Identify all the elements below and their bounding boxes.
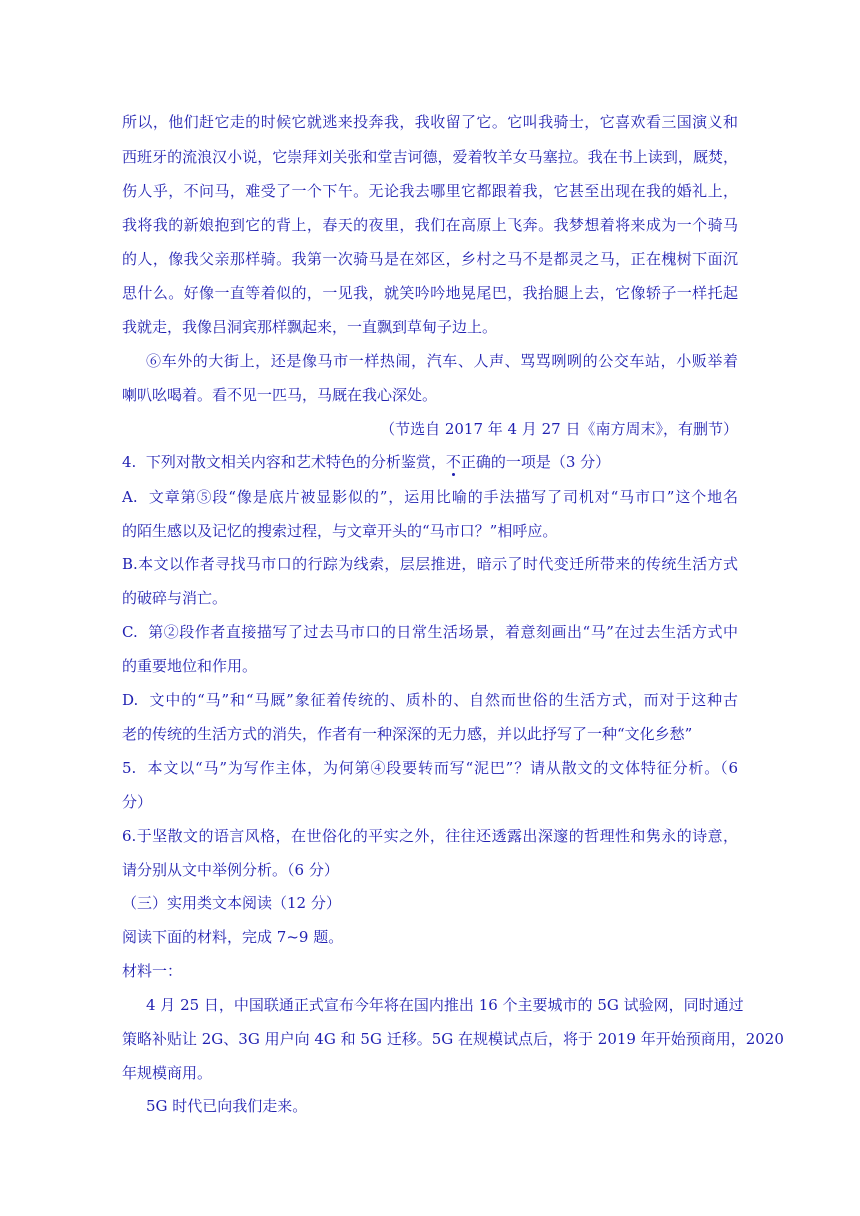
material-label: 材料一： <box>122 962 183 980</box>
option-line: C. 第②段作者直接描写了过去马市口的日常生活场景，着意刻画出“马”在过去生活方式中 <box>122 623 738 641</box>
section-instruction: 阅读下面的材料，完成 7~9 题。 <box>122 928 344 946</box>
passage-line: 思什么。好像一直等着似的，一见我，就笑吟吟地晃尾巴，我抬腿上去，它像轿子一样托起 <box>122 284 738 302</box>
option-line: 的陌生感以及记忆的搜索过程，与文章开头的“马市口？”相呼应。 <box>122 522 558 540</box>
paragraph-line: 喇叭吆喝着。看不见一匹马，马厩在我心深处。 <box>122 386 438 404</box>
passage-line: 的人，像我父亲那样骑。我第一次骑马是在郊区，乡村之马不是都灵之马，正在槐树下面沉 <box>122 250 738 268</box>
option-line: 的破碎与消亡。 <box>122 589 228 607</box>
passage-line: 所以，他们赶它走的时候它就逃来投奔我，我收留了它。它叫我骑士，它喜欢看三国演义和 <box>122 113 738 131</box>
option-line: B.本文以作者寻找马市口的行踪为线索，层层推进，暗示了时代变迁所带来的传统生活方式 <box>122 555 738 573</box>
passage-line: 我将我的新娘抱到它的背上，春天的夜里，我们在高原上飞奔。我梦想着将来成为一个骑马 <box>122 216 738 234</box>
source-note: （节选自 2017 年 4 月 27 日《南方周末》，有删节） <box>380 420 738 438</box>
question-line: 请分别从文中举例分析。（6 分） <box>122 861 339 879</box>
material-line: 4 月 25 日，中国联通正式宣布今年将在国内推出 16 个主要城市的 5G 试验网，同时通过 <box>146 996 744 1014</box>
passage-line: 我就走，我像吕洞宾那样飘起来，一直飘到草甸子边上。 <box>122 318 498 336</box>
paragraph-line: ⑥车外的大街上，还是像马市一样热闹，汽车、人声、骂骂咧咧的公交车站，小贩举着 <box>146 352 738 370</box>
material-line: 年规模商用。 <box>122 1064 213 1082</box>
question-line: 6.于坚散文的语言风格，在世俗化的平实之外，往往还透露出深邃的哲理性和隽永的诗意， <box>122 827 738 845</box>
option-line: D. 文中的“马”和“马厩”象征着传统的、质朴的、自然而世俗的生活方式，而对于这种古 <box>122 691 738 709</box>
passage-line: 伤人乎，不问马，难受了一个下午。无论我去哪里它都跟着我，它甚至出现在我的婚礼上， <box>122 182 738 200</box>
material-line: 5G 时代已向我们走来。 <box>146 1097 308 1115</box>
question-4: 4. 下列对散文相关内容和艺术特色的分析鉴赏，不正确的一项是（3 分） <box>122 453 611 471</box>
section-heading: （三）实用类文本阅读（12 分） <box>122 894 341 912</box>
option-line: 老的传统的生活方式的消失，作者有一种深深的无力感，并以此抒写了一种“文化乡愁” <box>122 725 693 743</box>
material-line: 策略补贴让 2G、3G 用户向 4G 和 5G 迁移。5G 在规模试点后，将于 2019 年开始预商用，2020 <box>122 1030 784 1048</box>
emphasis-dot-char: 不 <box>445 453 461 471</box>
option-line: 的重要地位和作用。 <box>122 657 258 675</box>
passage-line: 西班牙的流浪汉小说，它崇拜刘关张和堂吉诃德，爱着牧羊女马塞拉。我在书上读到，厩焚， <box>122 148 738 166</box>
question-line: 5. 本文以“马”为写作主体，为何第④段要转而写“泥巴”？请从散文的文体特征分析。（6 <box>122 759 738 777</box>
question-line: 分） <box>122 793 153 811</box>
option-line: A. 文章第⑤段“像是底片被显影似的”，运用比喻的手法描写了司机对“马市口”这个地名 <box>122 488 738 506</box>
